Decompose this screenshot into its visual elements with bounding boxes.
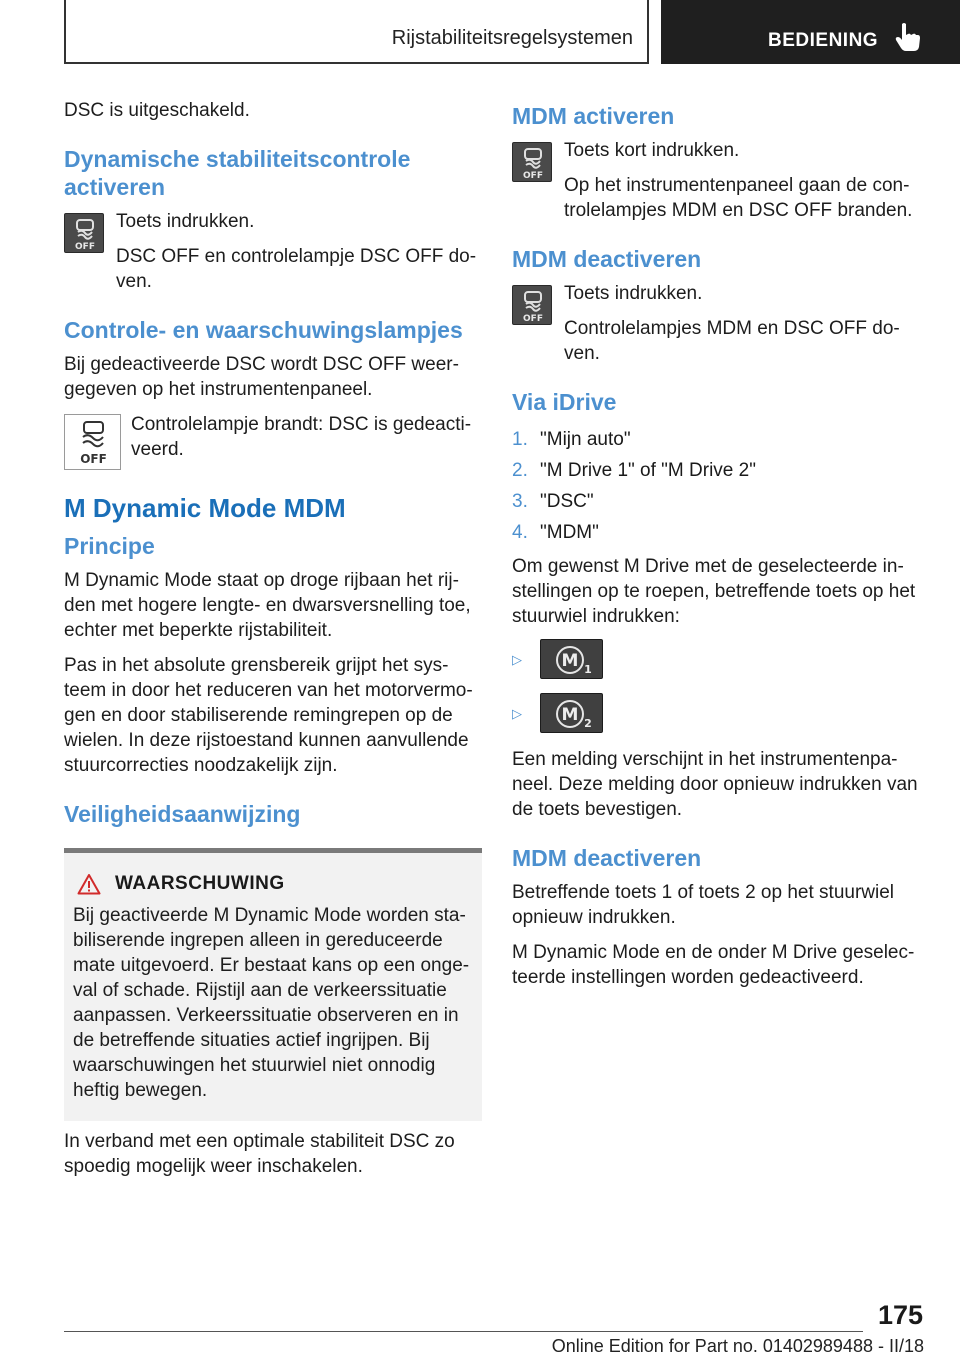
svg-text:OFF: OFF bbox=[523, 314, 543, 324]
bullet-triangle-icon: ▷ bbox=[512, 652, 522, 667]
svg-text:OFF: OFF bbox=[75, 242, 95, 252]
heading-principe: Principe bbox=[64, 533, 155, 559]
paragraph-principe-2: Pas in het absolute grensbereik grijpt het sys-teem in door het reduceren van het motorvermo-gen en door stabiliserende remingrepen op de wielen. In deze rijstoestand kunnen aanvullende stuurcorrecties noodzakelijk zijn. bbox=[64, 655, 473, 776]
heading-dsc-activate: Dynamische stabiliteitscontrole activeren bbox=[64, 146, 411, 200]
text-mdm-lamps-out: Controlelampjes MDM en DSC OFF do-ven. bbox=[564, 318, 900, 364]
heading-warning-lamps: Controle- en waarschuwingslampjes bbox=[64, 317, 463, 343]
header-chapter-tab bbox=[661, 0, 960, 64]
left-column bbox=[64, 98, 482, 1189]
m2-button-icon bbox=[540, 693, 603, 733]
paragraph-after-warning: In verband met een optimale stabiliteit DSC zo spoedig mogelijk weer inschakelen. bbox=[64, 1131, 455, 1177]
mdm-deactivate-instruction bbox=[512, 281, 924, 366]
m1-button-icon bbox=[540, 639, 603, 679]
bullet-m1 bbox=[512, 639, 924, 679]
paragraph-principe-1: M Dynamic Mode staat op droge rijbaan het rij-den met hogere lengte- en dwarsversnelling toe, echter met beperkte rijstabiliteit. bbox=[64, 570, 471, 641]
heading-via-idrive: Via iDrive bbox=[512, 389, 617, 415]
heading-mdm-deactivate-2: MDM deactiveren bbox=[512, 845, 702, 871]
paragraph-dsc-off: DSC is uitgeschakeld. bbox=[64, 100, 250, 121]
text-dsc-off-lamps-out: DSC OFF en controlelampje DSC OFF do-ven. bbox=[116, 246, 477, 292]
list-item: 3. "DSC" bbox=[512, 491, 594, 512]
svg-text:2: 2 bbox=[584, 717, 592, 730]
paragraph-melding: Een melding verschijnt in het instrumentenpa-neel. Deze melding door opnieuw indrukken van de toets bevestigen. bbox=[512, 749, 918, 820]
bullet-m2 bbox=[512, 693, 924, 733]
svg-text:OFF: OFF bbox=[80, 452, 107, 466]
text-press-key-short: Toets kort indrukken. bbox=[564, 140, 740, 161]
list-item: 4. "MDM" bbox=[512, 522, 599, 543]
list-item: 1. "Mijn auto" bbox=[512, 429, 631, 450]
dsc-off-key-icon bbox=[64, 213, 104, 253]
list-item: 2. "M Drive 1" of "M Drive 2" bbox=[512, 460, 756, 481]
footer-edition: Online Edition for Part no. 01402989488 - II/18 bbox=[551, 1336, 924, 1356]
paragraph-lamps: Bij gedeactiveerde DSC wordt DSC OFF weer-gegeven op het instrumentenpaneel. bbox=[64, 354, 459, 400]
paragraph-idrive: Om gewenst M Drive met de geselecteerde in-stellingen op te roepen, betreffende toets op het stuurwiel indrukken: bbox=[512, 556, 916, 627]
mdm-activate-instruction bbox=[512, 138, 924, 223]
heading-mdm-deactivate: MDM deactiveren bbox=[512, 246, 702, 272]
text-mdm-lamps-on: Op het instrumentenpaneel gaan de con-trolelampjes MDM en DSC OFF branden. bbox=[564, 175, 913, 221]
heading-safety: Veiligheidsaanwijzing bbox=[64, 801, 301, 827]
header-chapter-title: BEDIENING bbox=[768, 30, 879, 51]
paragraph-deactivate-2: M Dynamic Mode en de onder M Drive geselec-teerde instellingen worden gedeactiveerd. bbox=[512, 942, 915, 988]
pointing-hand-icon bbox=[895, 22, 921, 52]
right-column bbox=[512, 98, 924, 1000]
svg-text:M: M bbox=[561, 651, 579, 671]
svg-text:1: 1 bbox=[584, 663, 592, 676]
svg-text:M: M bbox=[561, 705, 579, 725]
paragraph-deactivate-1: Betreffende toets 1 of toets 2 op het stuurwiel opnieuw indrukken. bbox=[512, 882, 895, 928]
warning-text: Bij geactiveerde M Dynamic Mode worden sta-biliserende ingrepen alleen in gereduceerde mate uitgevoerd. Er bestaat kans op een onge-val of schade. Rijstijl aan de verkeerssituatie aanpassen. Verkeerssituatie observeren en in de betreffende situaties actief ingrijpen. Bij waarschuwingen het stuurwiel niet onnodig heftig bewegen. bbox=[73, 905, 470, 1101]
dsc-off-warning-lamp-icon bbox=[64, 414, 121, 470]
warning-title-text: WAARSCHUWING bbox=[115, 873, 285, 894]
dsc-off-key-icon bbox=[512, 142, 552, 182]
heading-mdm-activate: MDM activeren bbox=[512, 103, 675, 129]
page-number: 175 bbox=[878, 1300, 924, 1330]
footer-divider bbox=[64, 1331, 863, 1332]
header-section-title: Rijstabiliteitsregelsystemen bbox=[391, 27, 633, 49]
text-press-key: Toets indrukken. bbox=[564, 283, 703, 304]
idrive-steps bbox=[512, 424, 924, 548]
text-lamp-lit: Controlelampje brandt: DSC is gedeacti-veerd. bbox=[131, 414, 472, 460]
text-press-key: Toets indrukken. bbox=[116, 211, 255, 232]
dsc-activate-instruction bbox=[64, 209, 482, 294]
heading-m-dynamic-mode: M Dynamic Mode MDM bbox=[64, 493, 346, 523]
header-section-tab bbox=[64, 0, 649, 64]
lamp-instruction bbox=[64, 412, 482, 474]
svg-text:OFF: OFF bbox=[523, 171, 543, 181]
dsc-off-key-icon bbox=[512, 285, 552, 325]
bullet-triangle-icon: ▷ bbox=[512, 706, 522, 721]
warning-triangle-icon bbox=[77, 873, 101, 895]
warning-box bbox=[64, 848, 482, 1121]
warning-title bbox=[73, 873, 473, 895]
